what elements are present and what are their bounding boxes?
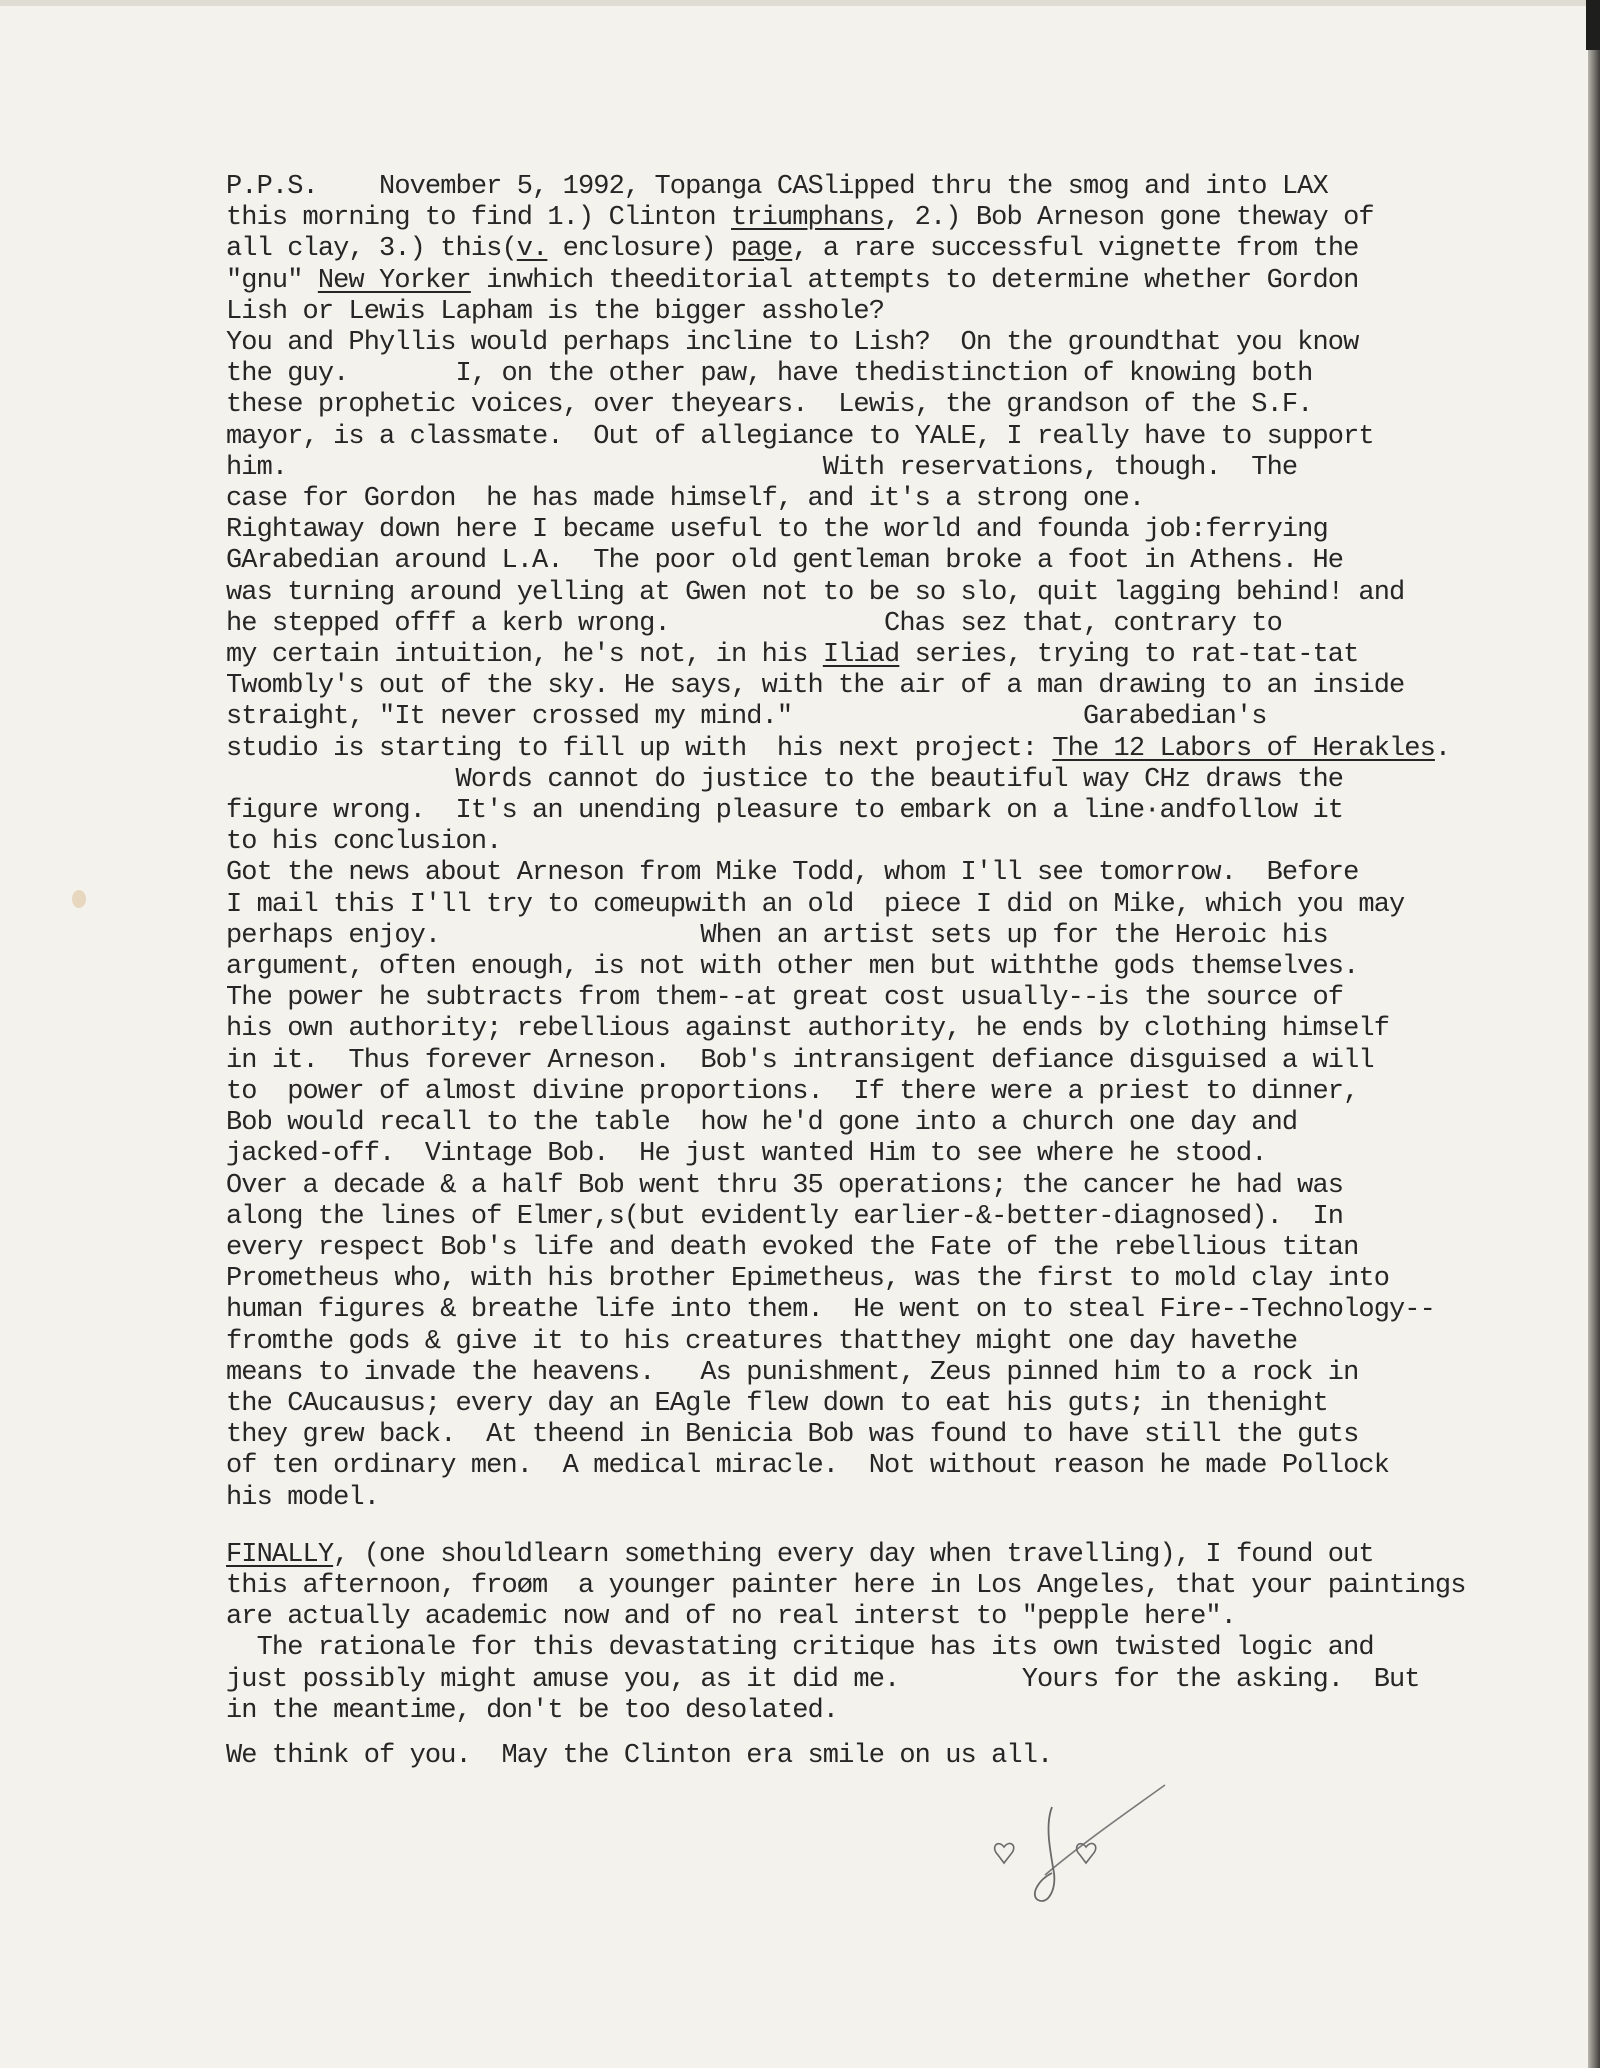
text-run: the guy. I, on the other paw, have thedistinction of knowing both bbox=[226, 359, 1313, 390]
text-run: was turning around yelling at Gwen not to be so slo, quit lagging behind! and bbox=[226, 577, 1405, 608]
text-run: this afternoon, froøm a younger painter here in Los Angeles, that your paintings bbox=[226, 1570, 1466, 1601]
letter-line bbox=[226, 1483, 1486, 1514]
text-run: inwhich theeditorial attempts to determine whether Gordon bbox=[470, 265, 1359, 296]
paper-smudge bbox=[72, 890, 86, 908]
text-run: jacked-off. Vintage Bob. He just wanted Him to see where he stood. bbox=[226, 1139, 1267, 1170]
letter-line bbox=[226, 1264, 1486, 1295]
text-run: these prophetic voices, over theyears. Lewis, the grandson of the S.F. bbox=[226, 390, 1313, 421]
text-run: Prometheus who, with his brother Epimetheus, was the first to mold clay into bbox=[226, 1264, 1390, 1295]
letter-line bbox=[226, 546, 1486, 577]
typed-letter-body bbox=[226, 172, 1486, 1772]
text-run: him. With reservations, though. The bbox=[226, 452, 1298, 483]
letter-line bbox=[226, 1633, 1486, 1664]
text-run: every respect Bob's life and death evoked the Fate of the rebellious titan bbox=[226, 1232, 1359, 1263]
text-run: human figures & breathe life into them. He went on to steal Fire--Technology-- bbox=[226, 1295, 1435, 1326]
text-run: in the meantime, don't be too desolated. bbox=[226, 1695, 839, 1726]
text-run: he stepped offf a kerb wrong. Chas sez that, contrary to bbox=[226, 608, 1282, 639]
text-run: The rationale for this devastating critique has its own twisted logic and bbox=[226, 1633, 1374, 1664]
letter-line bbox=[226, 609, 1486, 640]
letter-line bbox=[226, 1696, 1486, 1727]
letter-line bbox=[226, 1571, 1486, 1602]
letter-line bbox=[226, 890, 1486, 921]
letter-line bbox=[226, 515, 1486, 546]
text-run: are actually academic now and of no real interst to "pepple here". bbox=[226, 1602, 1236, 1633]
text-run: Got the news about Arneson from Mike Todd, whom I'll see tomorrow. Before bbox=[226, 858, 1359, 889]
text-run: P.P.S. November 5, 1992, Topanga CASlipped thru the smog and into LAX bbox=[226, 172, 1328, 202]
letter-line bbox=[226, 952, 1486, 983]
text-run: this morning to find 1.) Clinton bbox=[226, 203, 731, 234]
text-run: studio is starting to fill up with his next project: bbox=[226, 733, 1053, 764]
text-run: Rightaway down here I became useful to the world and founda job:ferrying bbox=[226, 515, 1328, 546]
handwritten-signature-icon bbox=[990, 1755, 1170, 1915]
letter-line bbox=[226, 827, 1486, 858]
text-run: Lish or Lewis Lapham is the bigger asshole? bbox=[226, 296, 885, 327]
paragraph-gap bbox=[226, 1514, 1486, 1540]
letter-line bbox=[226, 1295, 1486, 1326]
text-run: , 2.) Bob Arneson gone theway of bbox=[884, 203, 1374, 234]
text-run: fromthe gods & give it to his creatures thatthey might one day havethe bbox=[226, 1326, 1298, 1357]
letter-line bbox=[226, 234, 1486, 265]
letter-line bbox=[226, 484, 1486, 515]
underlined-text: FINALLY bbox=[226, 1539, 334, 1570]
text-run: "gnu" bbox=[226, 265, 318, 296]
text-run: Over a decade & a half Bob went thru 35 operations; the cancer he had was bbox=[226, 1170, 1344, 1201]
text-run: of ten ordinary men. A medical miracle. Not without reason he made Pollock bbox=[226, 1451, 1390, 1482]
paragraph-gap bbox=[226, 1727, 1486, 1741]
letter-line bbox=[226, 359, 1486, 390]
letter-line bbox=[226, 1171, 1486, 1202]
text-run: to power of almost divine proportions. If there were a priest to dinner, bbox=[226, 1076, 1359, 1107]
letter-line bbox=[226, 297, 1486, 328]
text-run: just possibly might amuse you, as it did me. Yours for the asking. But bbox=[226, 1664, 1420, 1695]
corner-mark bbox=[1586, 0, 1600, 50]
text-run: means to invade the heavens. As punishment, Zeus pinned him to a rock in bbox=[226, 1357, 1359, 1388]
letter-line bbox=[226, 266, 1486, 297]
letter-line bbox=[226, 1014, 1486, 1045]
underlined-text: triumphans bbox=[731, 203, 885, 234]
letter-line bbox=[226, 1358, 1486, 1389]
text-run: , a rare successful vignette from the bbox=[792, 234, 1359, 265]
text-run: We think of you. May the Clinton era smile on us all. bbox=[226, 1740, 1053, 1771]
text-run: argument, often enough, is not with other men but withthe gods themselves. bbox=[226, 952, 1359, 983]
letter-paragraph bbox=[226, 1741, 1486, 1772]
letter-line bbox=[226, 1665, 1486, 1696]
letter-line bbox=[226, 1602, 1486, 1633]
letter-line bbox=[226, 1139, 1486, 1170]
text-run: straight, "It never crossed my mind." Garabedian's bbox=[226, 702, 1267, 733]
letter-line bbox=[226, 422, 1486, 453]
letter-line bbox=[226, 765, 1486, 796]
text-run: they grew back. At theend in Benicia Bob was found to have still the guts bbox=[226, 1420, 1359, 1451]
text-run: series, trying to rat-tat-tat bbox=[899, 640, 1359, 671]
text-run: , (one shouldlearn something every day when travelling), I found out bbox=[333, 1539, 1374, 1570]
letter-line bbox=[226, 640, 1486, 671]
page-top-edge bbox=[0, 0, 1600, 6]
letter-line bbox=[226, 858, 1486, 889]
letter-line bbox=[226, 578, 1486, 609]
text-run: figure wrong. It's an unending pleasure to embark on a line·andfollow it bbox=[226, 796, 1344, 827]
letter-line bbox=[226, 1233, 1486, 1264]
letter-line bbox=[226, 1451, 1486, 1482]
underlined-text: page bbox=[731, 234, 793, 265]
text-run: my certain intuition, he's not, in his bbox=[226, 640, 823, 671]
page-right-edge bbox=[1588, 0, 1600, 2068]
text-run: all clay, 3.) this( bbox=[226, 234, 517, 265]
letter-line bbox=[226, 1327, 1486, 1358]
underlined-text: New Yorker bbox=[317, 265, 471, 296]
text-run: case for Gordon he has made himself, and it's a strong one. bbox=[226, 484, 1145, 515]
letter-line bbox=[226, 328, 1486, 359]
text-run: to his conclusion. bbox=[226, 827, 502, 858]
letter-line bbox=[226, 796, 1486, 827]
text-run: the CAucausus; every day an EAgle flew down to eat his guts; in thenight bbox=[226, 1388, 1328, 1419]
text-run: Bob would recall to the table how he'd gone into a church one day and bbox=[226, 1108, 1298, 1139]
text-run: You and Phyllis would perhaps incline to Lish? On the groundthat you know bbox=[226, 328, 1359, 359]
letter-line bbox=[226, 453, 1486, 484]
text-run: in it. Thus forever Arneson. Bob's intransigent defiance disguised a will bbox=[226, 1045, 1374, 1076]
letter-line bbox=[226, 1389, 1486, 1420]
letter-line bbox=[226, 1420, 1486, 1451]
letter-line bbox=[226, 1202, 1486, 1233]
text-run: GArabedian around L.A. The poor old gentleman broke a foot in Athens. He bbox=[226, 546, 1344, 577]
letter-line bbox=[226, 1741, 1486, 1772]
letter-line bbox=[226, 734, 1486, 765]
letter-line bbox=[226, 1046, 1486, 1077]
text-run: I mail this I'll try to comeupwith an old piece I did on Mike, which you may bbox=[226, 889, 1405, 920]
underlined-text: v. bbox=[516, 234, 548, 265]
underlined-text: The 12 Labors of Herakles bbox=[1052, 733, 1435, 764]
letter-line bbox=[226, 1077, 1486, 1108]
text-run: his model. bbox=[226, 1482, 380, 1513]
letter-line bbox=[226, 1108, 1486, 1139]
text-run: his own authority; rebellious against authority, he ends by clothing himself bbox=[226, 1014, 1390, 1045]
letter-line bbox=[226, 983, 1486, 1014]
text-run: enclosure) bbox=[547, 234, 732, 265]
text-run: Words cannot do justice to the beautiful way CHz draws the bbox=[226, 764, 1344, 795]
letter-line bbox=[226, 671, 1486, 702]
text-run: mayor, is a classmate. Out of allegiance to YALE, I really have to support bbox=[226, 421, 1374, 452]
letter-line bbox=[226, 702, 1486, 733]
letter-line bbox=[226, 1540, 1486, 1571]
text-run: along the lines of Elmer,s(but evidently earlier-&-better-diagnosed). In bbox=[226, 1201, 1344, 1232]
text-run: perhaps enjoy. When an artist sets up for the Heroic his bbox=[226, 920, 1328, 951]
letter-paragraph bbox=[226, 1540, 1486, 1727]
letter-line bbox=[226, 390, 1486, 421]
letter-line bbox=[226, 172, 1486, 203]
letter-line bbox=[226, 921, 1486, 952]
text-run: The power he subtracts from them--at great cost usually--is the source of bbox=[226, 983, 1344, 1014]
letter-line bbox=[226, 203, 1486, 234]
text-run: . bbox=[1434, 733, 1451, 764]
text-run: Twombly's out of the sky. He says, with the air of a man drawing to an inside bbox=[226, 671, 1405, 702]
letter-paragraph bbox=[226, 172, 1486, 1514]
underlined-text: Iliad bbox=[822, 640, 900, 671]
